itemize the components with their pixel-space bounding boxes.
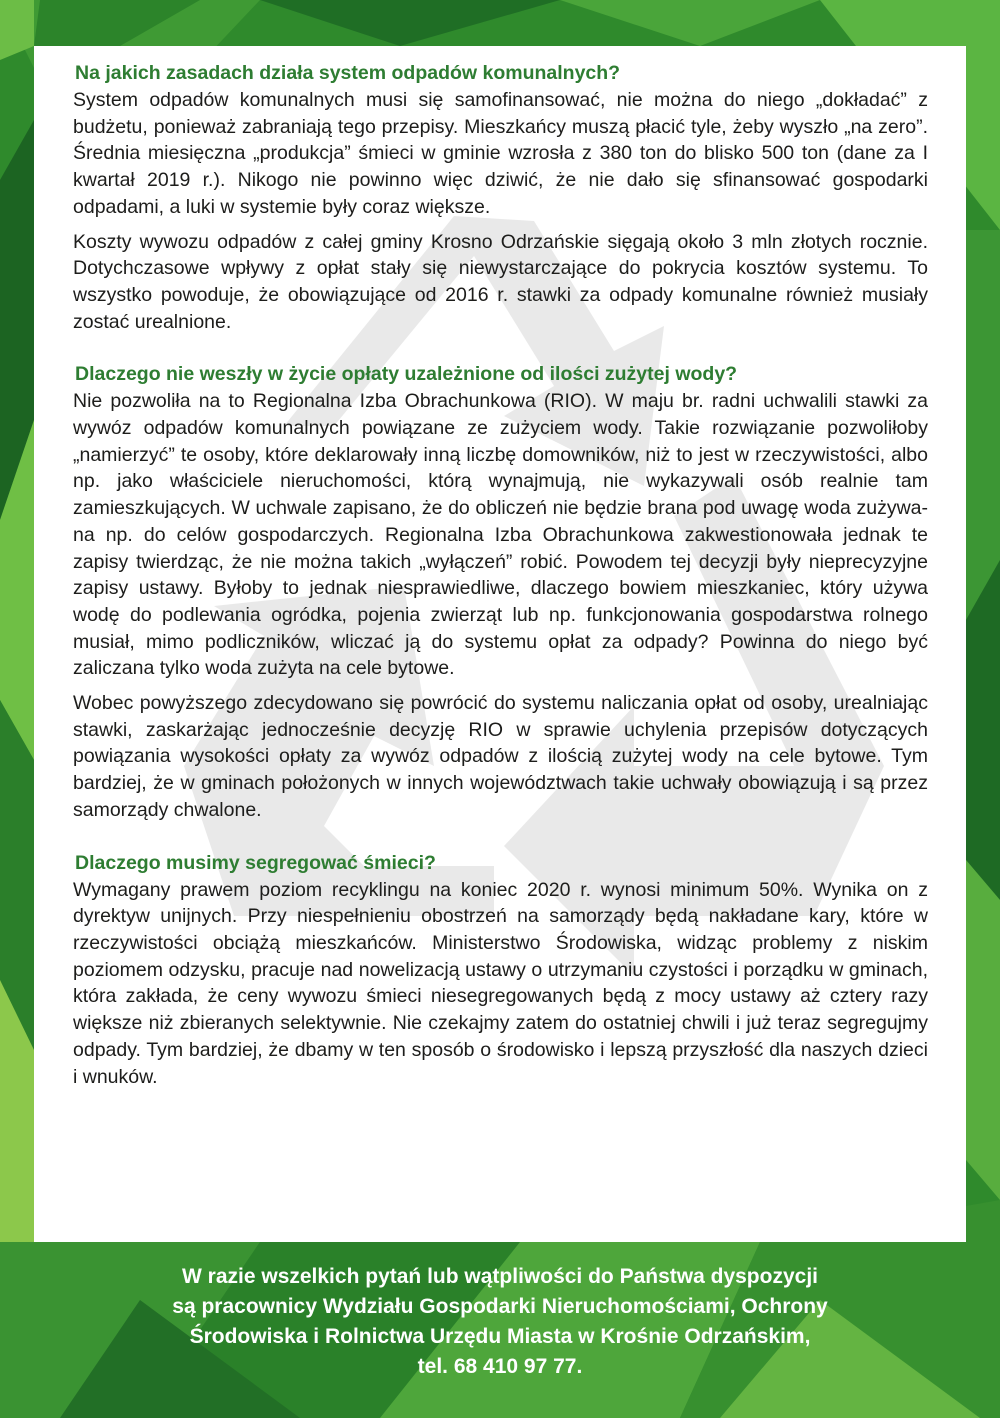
section-system-zasady <box>73 60 928 335</box>
footer-line: są pracownicy Wydziału Gospodarki Nieruchomościami, Ochrony <box>172 1295 828 1318</box>
paragraph: System odpadów komunalnych musi się samofinansować, nie można do niego „dokładać” z budżetu, ponieważ zabraniają tego przepisy. Mieszkańcy muszą płacić tyle, żeby wyszło „na zero”. Średnia miesięczna „produkcja” śmieci w gminie wzrosła z 380 ton do blisko 500 ton (dane za I kwartał 2019 r.). Nikogo nie powinno więc dziwić, że nie dało się sfinansować gospodarki odpadami, a luki w systemie były coraz większe. <box>73 89 928 218</box>
paragraph: Koszty wywozu odpadów z całej gminy Krosno Odrzańskie sięgają około 3 mln złotych rocznie. Dotychczasowe wpływy z opłat stały się niewystarczające do pokrycia kosztów systemu. To wszystko powoduje, że obowiązujące od 2016 r. stawki za odpady komunalne również musiały zostać urealnione. <box>73 230 928 333</box>
footer-line: Środowiska i Rolnictwa Urzędu Miasta w Krośnie Odrzańskim, <box>189 1325 811 1348</box>
footer-line: W razie wszelkich pytań lub wątpliwości do Państwa dyspozycji <box>182 1265 818 1288</box>
section-heading: Dlaczego nie weszły w życie opłaty uzależnione od ilości zużytej wody? <box>75 363 738 386</box>
content-panel <box>34 46 966 1242</box>
section-heading: Na jakich zasadach działa system odpadów komunalnych? <box>75 62 621 84</box>
section-heading: Dlaczego musimy segregować śmieci? <box>75 851 436 874</box>
paragraph: Wymagany prawem poziom recyklingu na koniec 2020 r. wynosi minimum 50%. Wynika on z dyrektyw unijnych. Przy niespełnieniu obostrzeń na samorządy będą nakładane kary, które w rzeczywistości obciążą mieszkańców. Ministerstwo Środowiska, widząc problemy z niskim poziomem odzysku, pracuje nad nowelizacją ustawy o utrzymaniu czystości i porządku w gminach, która zakłada, że ceny wywozu śmieci niesegregowanych będą z mocy ustawy aż cztery razy większe niż zbieranych selektywnie. Nie czekajmy zatem do ostatniej chwili i już teraz segregujmy odpady. Tym bardziej, że dbamy w ten sposób o środowisko i lepszą przyszłość dla naszych dzieci i wnuków. <box>73 878 928 1088</box>
section-oplaty-woda <box>73 361 928 823</box>
contact-footer <box>40 1262 960 1382</box>
footer-phone: tel. 68 410 97 77. <box>417 1355 583 1378</box>
paragraph: Nie pozwoliła na to Regionalna Izba Obrachunkowa (RIO). W maju br. radni uchwalili stawki za wywóz odpadów komunalnych powiązane ze zużyciem wody. Takie rozwiązanie pozwoliłoby „namierzyć” te osoby, które deklarowały inną liczbę domowników, niż to jest w rzeczywistości, albo np. jako właściciele nieruchomości, którą wynajmują, nie wykazywali osób realnie tam zamieszkujących. W uchwale zapisano, że do obliczeń nie będzie brana pod uwagę woda zużywana np. do celów gospodarczych. Regionalna Izba Obrachunkowa zakwestionowała jednak te zapisy twierdząc, że nie można takich „wyłączeń” robić. Powodem tej decyzji były nieprecyzyjne zapisy ustawy. Byłoby to jednak niesprawiedliwe, dlaczego bowiem mieszkaniec, który używa wodę do podlewania ogródka, pojenia zwierząt lub np. funkcjonowania gospodarstwa rolnego musiał, mimo podliczników, wliczać ją do systemu opłat za odpady? Powinna do niego być zaliczana tylko woda zużyta na cele bytowe. <box>73 390 928 680</box>
paragraph: Wobec powyższego zdecydowano się powrócić do systemu naliczania opłat od osoby, urealniając stawki, zaskarżając jednocześnie decyzję RIO w sprawie uchylenia przepisów dotyczących powiązania wysokości opłaty za wywóz odpadów z ilością zużytej wody na cele bytowe. Tym bardziej, że w gminach położonych w innych województwach takie uchwały obowiązują i są przez samorządy chwalone. <box>73 692 928 821</box>
article <box>73 60 928 1116</box>
section-segregacja <box>73 850 928 1091</box>
